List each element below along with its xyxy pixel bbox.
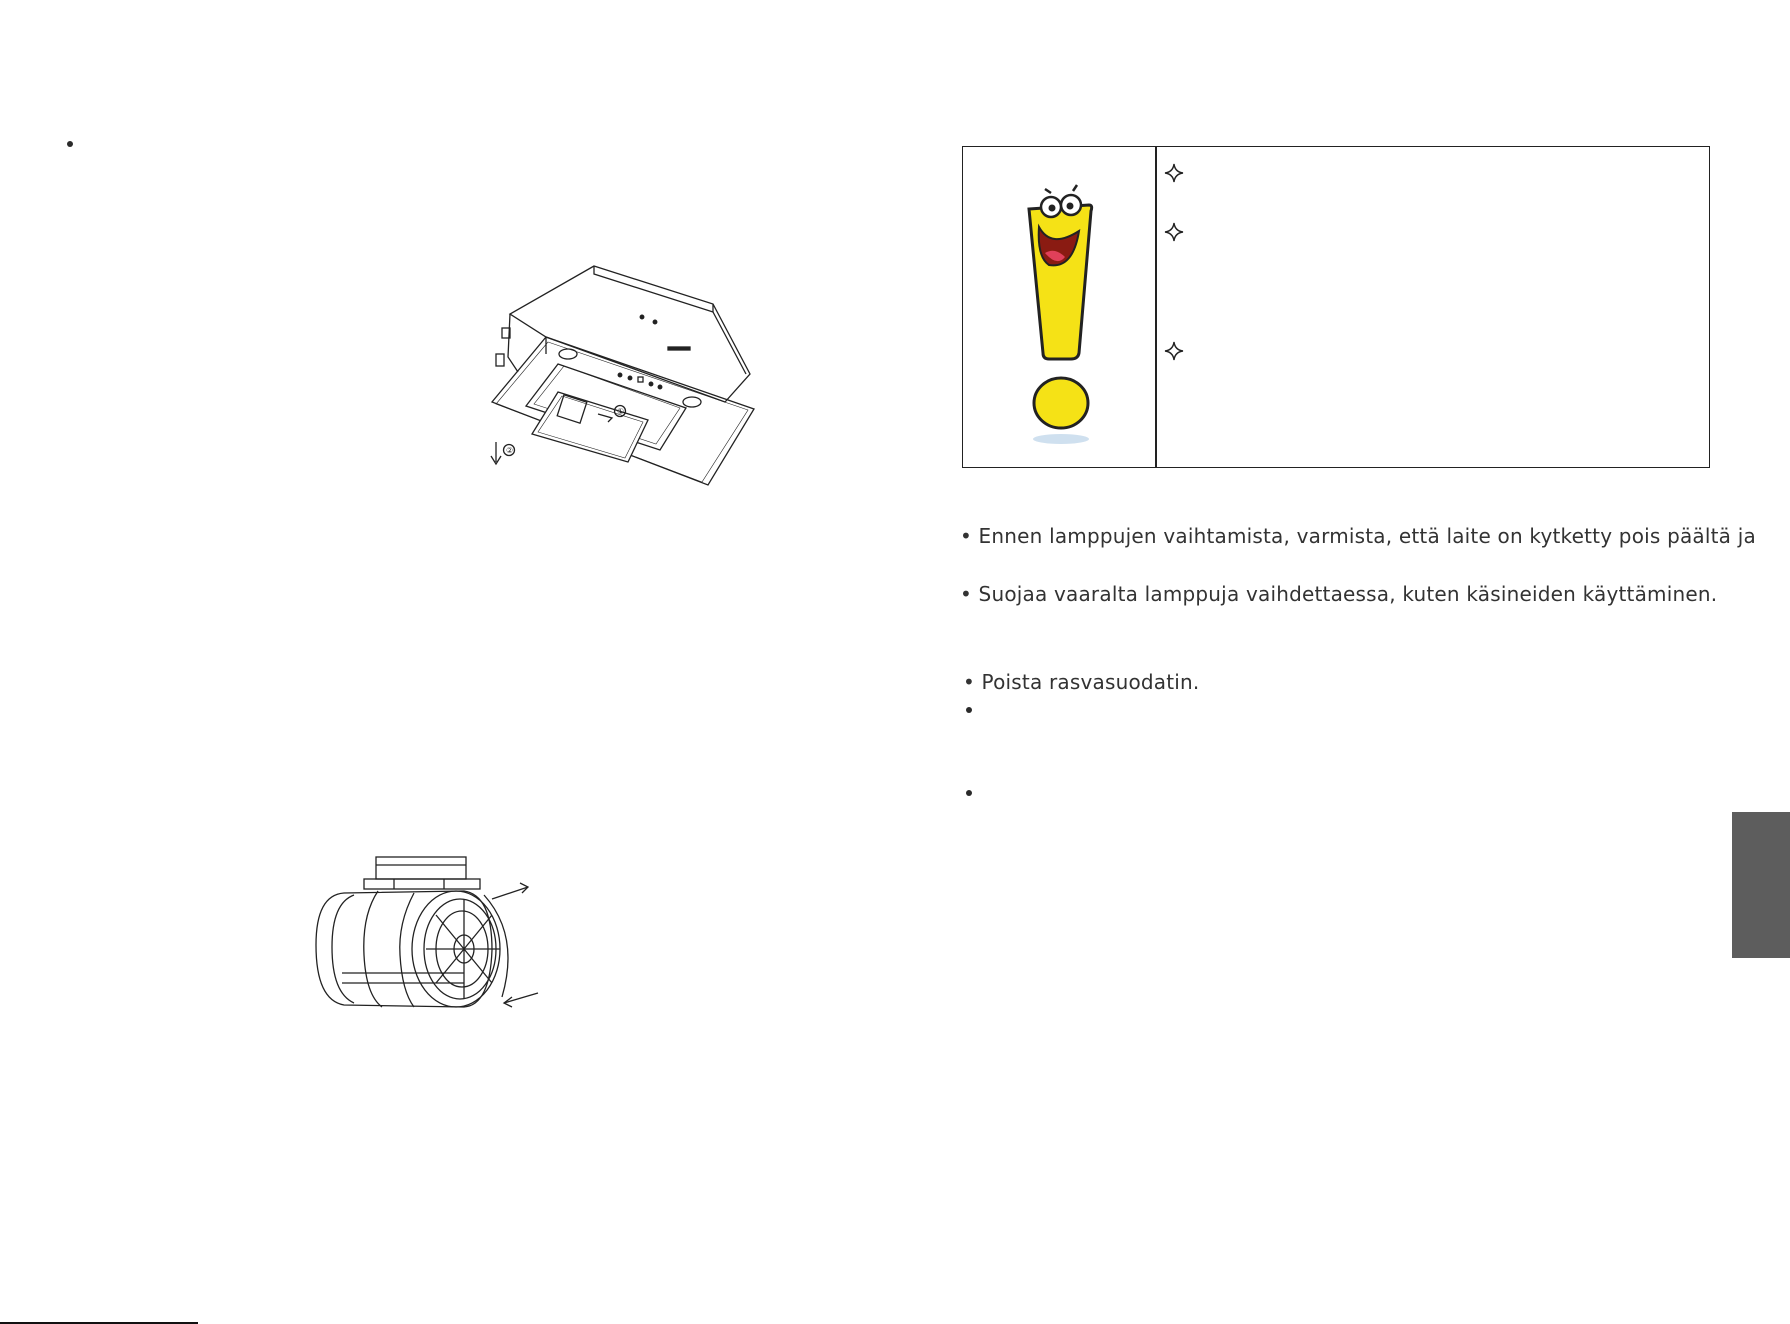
exclamation-mascot-icon [1021, 177, 1101, 447]
motor-fan-illustration [314, 855, 540, 1030]
language-side-tab [1732, 812, 1790, 958]
four-point-star-icon [1164, 222, 1184, 242]
warning-box-divider [1155, 147, 1157, 467]
right-bullet-empty-2 [966, 790, 972, 796]
warning-box [962, 146, 1710, 468]
callout-2: ② [506, 446, 514, 455]
bullet-text-protect-hands: • Suojaa vaaralta lamppuja vaihdettaessa, kuten käsineiden käyttäminen. [960, 582, 1718, 606]
left-bullet [67, 141, 73, 147]
four-point-star-icon [1164, 163, 1184, 183]
four-point-star-icon [1164, 341, 1184, 361]
range-hood-illustration [488, 262, 758, 487]
callout-1: ① [617, 407, 625, 416]
bullet-text-lamp-switch-off: • Ennen lamppujen vaihtamista, varmista, että laite on kytketty pois päältä ja [960, 524, 1756, 548]
bullet-text-remove-filter: • Poista rasvasuodatin. [963, 670, 1200, 694]
right-bullet-empty-1 [966, 707, 972, 713]
